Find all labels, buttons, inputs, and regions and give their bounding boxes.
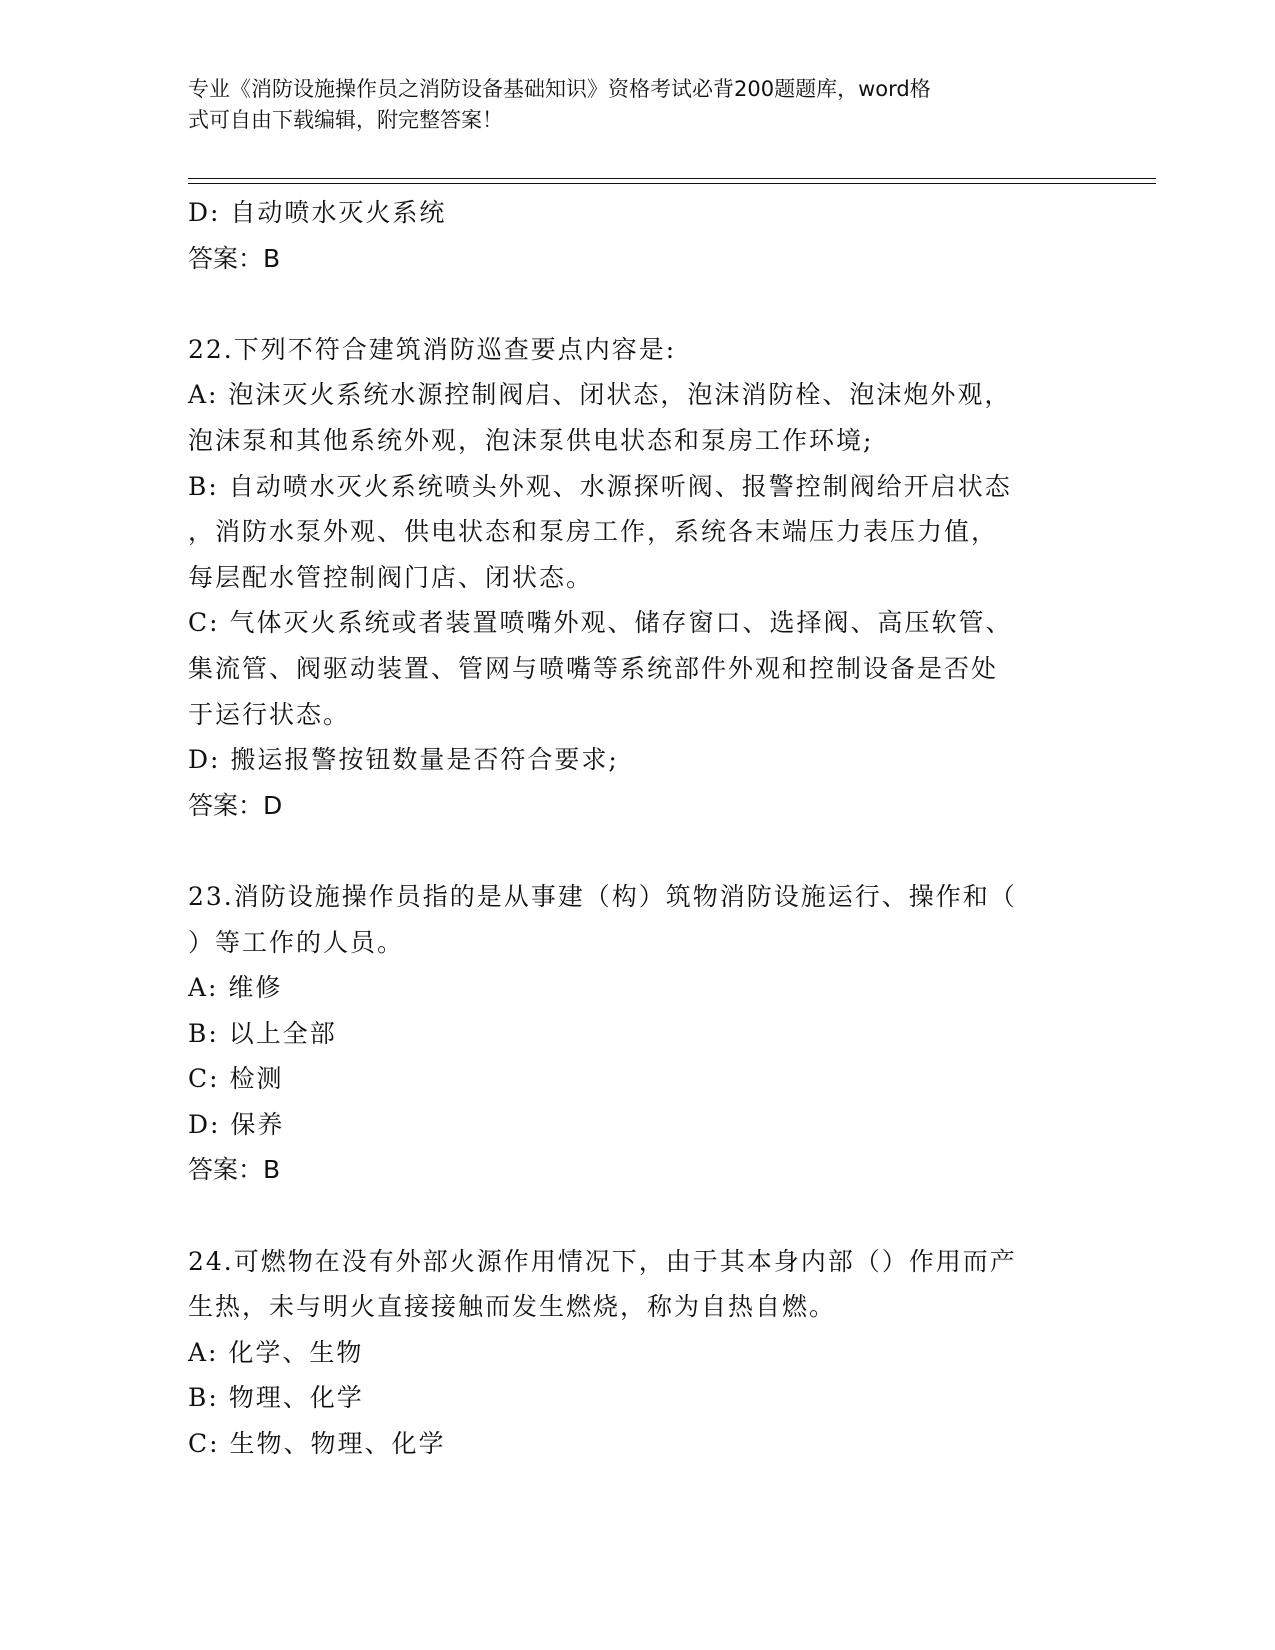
option-c-line-1: C: 气体灭火系统或者装置喷嘴外观、储存窗口、选择阀、高压软管、 bbox=[188, 608, 1013, 638]
option-d: D: 保养 bbox=[188, 1109, 285, 1139]
option-a: A: 维修 bbox=[188, 973, 283, 1003]
option-a-line-1: A: 泡沫灭火系统水源控制阀启、闭状态，泡沫消防栓、泡沫炮外观， bbox=[188, 380, 1012, 410]
prev-answer: 答案：B bbox=[188, 243, 281, 273]
option-b: B: 以上全部 bbox=[188, 1018, 337, 1048]
header-line-1: 专业《消防设施操作员之消防设备基础知识》资格考试必背200题题库，word格 bbox=[188, 77, 931, 101]
option-c: C: 生物、物理、化学 bbox=[188, 1429, 446, 1459]
option-b: B: 物理、化学 bbox=[188, 1383, 364, 1413]
spacer bbox=[188, 1193, 1088, 1239]
question-stem-line-2: 生热，未与明火直接接触而发生燃烧，称为自热自燃。 bbox=[188, 1292, 837, 1322]
option-c-line-3: 于运行状态。 bbox=[188, 699, 351, 729]
question-24 bbox=[188, 1239, 1088, 1467]
header-divider-bottom bbox=[188, 183, 1156, 184]
answer: 答案：D bbox=[188, 790, 283, 820]
spacer bbox=[188, 828, 1088, 874]
prev-option-d: D: 自动喷水灭火系统 bbox=[188, 198, 447, 227]
option-b-line-3: 每层配水管控制阀门店、闭状态。 bbox=[188, 562, 594, 592]
option-b-line-2: ，消防水泵外观、供电状态和泵房工作，系统各末端压力表压力值， bbox=[188, 517, 999, 547]
answer: 答案：B bbox=[188, 1155, 281, 1185]
option-a: A: 化学、生物 bbox=[188, 1337, 364, 1367]
option-c-line-2: 集流管、阀驱动装置、管网与喷嘴等系统部件外观和控制设备是否处 bbox=[188, 653, 999, 683]
question-22 bbox=[188, 327, 1088, 829]
option-c: C: 检测 bbox=[188, 1064, 284, 1094]
document-header bbox=[188, 74, 1068, 136]
question-23 bbox=[188, 874, 1088, 1193]
question-stem-line-1: 23.消防设施操作员指的是从事建（构）筑物消防设施运行、操作和（ bbox=[188, 881, 1017, 911]
header-divider-top bbox=[188, 178, 1156, 179]
document-body bbox=[188, 190, 1088, 1467]
option-d: D: 搬运报警按钮数量是否符合要求; bbox=[188, 745, 619, 775]
question-stem-line-1: 24.可燃物在没有外部火源作用情况下，由于其本身内部（）作用而产 bbox=[188, 1246, 1017, 1276]
header-line-2: 式可自由下载编辑，附完整答案！ bbox=[188, 108, 503, 132]
option-b-line-1: B: 自动喷水灭火系统喷头外观、水源探听阀、报警控制阀给开启状态 bbox=[188, 471, 1012, 501]
spacer bbox=[188, 281, 1088, 327]
question-stem: 22.下列不符合建筑消防巡查要点内容是: bbox=[188, 334, 677, 364]
option-a-line-2: 泡沫泵和其他系统外观，泡沫泵供电状态和泵房工作环境; bbox=[188, 425, 874, 455]
question-stem-line-2: ）等工作的人员。 bbox=[188, 927, 405, 957]
